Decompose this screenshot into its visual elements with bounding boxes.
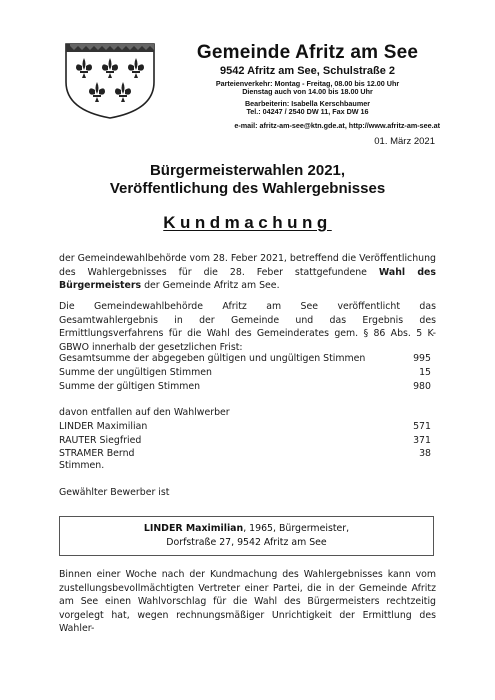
elected-label: Gewählter Bewerber ist: [59, 487, 170, 498]
phone-fax: Tel.: 04247 / 2540 DW 11, Fax DW 16: [246, 106, 369, 116]
paragraph-1: [59, 252, 436, 293]
totals-row: [59, 352, 431, 366]
row-label: Summe der ungültigen Stimmen: [59, 366, 212, 378]
candidates-intro: davon entfallen auf den Wahlwerber: [59, 407, 230, 418]
stimmen-label: Stimmen.: [59, 460, 105, 471]
candidate-votes: 571: [413, 420, 431, 432]
heading-text: Kundmachung: [163, 213, 332, 232]
candidate-row: [59, 447, 431, 461]
totals-row: [59, 380, 431, 394]
vote-totals: [59, 352, 431, 393]
elected-line-1: [60, 522, 433, 536]
totals-row: [59, 366, 431, 380]
document-date: 01. März 2021: [374, 136, 435, 147]
candidate-name: STRAMER Bernd: [59, 448, 135, 460]
candidate-row: [59, 434, 431, 448]
row-label: Summe der gültigen Stimmen: [59, 380, 201, 392]
title-line-2: Veröffentlichung des Wahlergebnisses: [109, 180, 386, 197]
para1-bold: Wahl des Bürgermeisters: [59, 266, 436, 291]
title-line-1: Bürgermeisterwahlen 2021,: [149, 162, 346, 179]
office-hours-2: Dienstag auch von 14.00 bis 18.00 Uhr: [242, 87, 373, 97]
municipality-address: 9542 Afritz am See, Schulstraße 2: [219, 65, 396, 77]
candidate-name: RAUTER Siegfried: [59, 434, 142, 446]
section-heading: [40, 213, 455, 233]
candidate-row: [59, 420, 431, 434]
document-title: [40, 162, 455, 198]
row-label: Gesamtsumme der abgegeben gültigen und ungültigen Stimmen: [59, 353, 366, 364]
elected-address: Dorfstraße 27, 9542 Afritz am See: [166, 537, 327, 548]
email-website: e-mail: afritz-am-see@ktn.gde.at, http://www.afritz-am-see.at: [234, 121, 440, 130]
candidate-results: [59, 406, 431, 461]
letterhead: [175, 42, 440, 116]
elected-candidate-box: [59, 516, 434, 556]
candidate-votes: 371: [413, 434, 431, 446]
municipal-crest-icon: [62, 40, 158, 120]
row-value: 980: [413, 380, 431, 392]
row-value: 15: [419, 366, 431, 378]
clerk-name: Bearbeiterin: Isabella Kerschbaumer: [244, 98, 371, 108]
office-hours-1: Parteienverkehr: Montag - Freitag, 08.00 bis 12.00 Uhr: [215, 79, 400, 88]
candidate-name: LINDER Maximilian: [59, 420, 148, 432]
row-value: 995: [413, 353, 431, 364]
para1-text-b: der Gemeinde Afritz am See.: [141, 280, 280, 291]
paragraph-3: Binnen einer Woche nach der Kundmachung des Wahlergebnisses kann vom zustellungsbevollmächtigten Vertreter einer Partei, die in der Gemeinde Afritz am See einen Wahlvorschlag für die Wahl des Bürgermeisters rechtzeitig vorgelegt hat, wegen rechnungsmäßiger Unrichtigkeit der Ermittlung des Wahler-: [59, 569, 436, 634]
para1-text-a: der Gemeindewahlbehörde vom 28. Feber 2021, betreffend die Veröffentlichung des Wahlergebnisses für die 28. Feber stattgefundene: [59, 253, 436, 278]
elected-details: , 1965, Bürgermeister,: [243, 523, 350, 534]
municipality-name: Gemeinde Afritz am See: [196, 42, 419, 63]
paragraph-2: Die Gemeindewahlbehörde Afritz am See veröffentlicht das Gesamtwahlergebnis in der Gemeinde und das Ergebnis des Ermittlungsverfahrens für die Wahl des Gemeinderates gem. § 86 Abs. 5 K-GBWO innerhalb der gesetzlichen Frist:: [59, 301, 436, 353]
candidate-votes: 38: [419, 448, 431, 460]
elected-name: LINDER Maximilian: [143, 523, 244, 534]
